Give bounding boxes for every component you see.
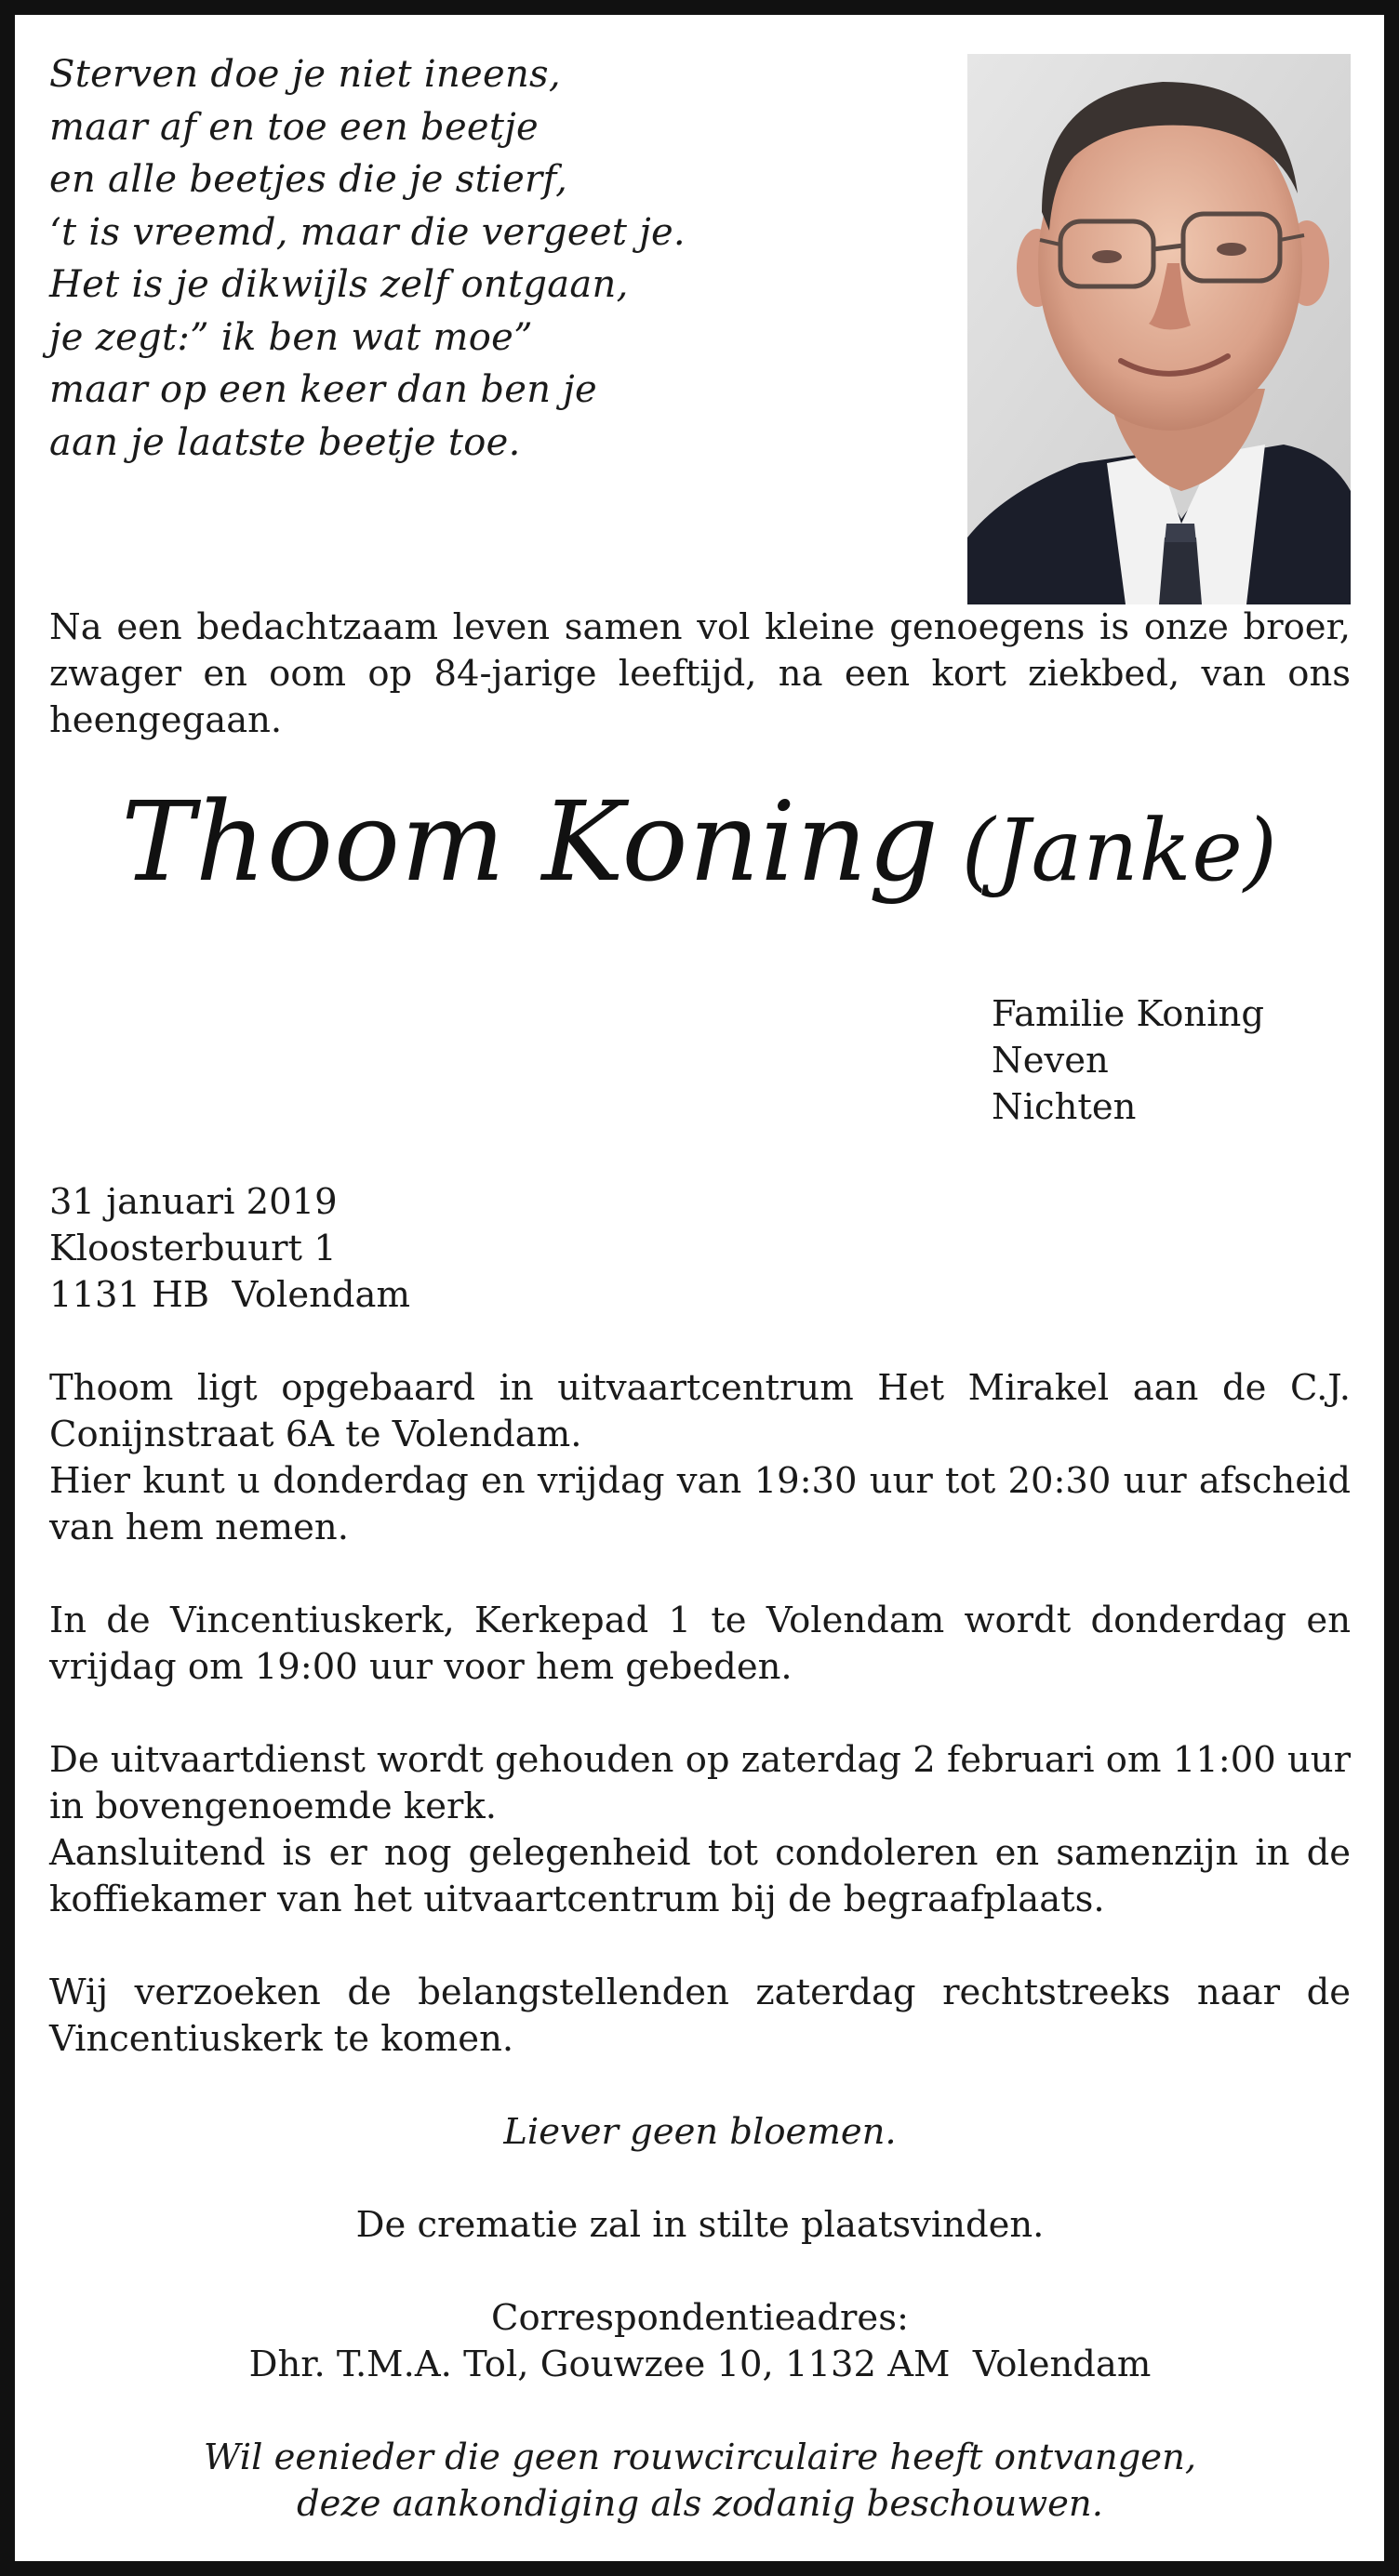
- circular-notice-line: Wil eenieder die geen rouwcirculaire heeft ontvangen,: [203, 2437, 1197, 2478]
- poem-line: en alle beetjes die je stierf,: [49, 158, 568, 201]
- address-city: 1131 HB Volendam: [49, 1274, 411, 1316]
- poem-line: aan je laatste beetje toe.: [49, 420, 521, 464]
- circular-notice-line: deze aankondiging als zodanig beschouwen.: [297, 2483, 1103, 2525]
- address-street: Kloosterbuurt 1: [49, 1228, 337, 1269]
- signer: Familie Koning: [992, 993, 1264, 1035]
- circular-notice: [49, 2435, 1351, 2528]
- signer: Nichten: [992, 1086, 1137, 1128]
- portrait-photo-image: [967, 54, 1351, 604]
- intro-text: Na een bedachtzaam leven samen vol kleine genoegens is onze broer, zwager en oom op 84-jarige leeftijd, na een kort ziekbed, van ons heengegaan.: [49, 606, 1351, 741]
- poem-line: Sterven doe je niet ineens,: [49, 53, 561, 96]
- poem-line: maar af en toe een beetje: [49, 105, 539, 149]
- correspondence-label: Correspondentieadres:: [491, 2297, 909, 2339]
- correspondence-block: [49, 2295, 1351, 2388]
- prayer-paragraph: In de Vincentiuskerk, Kerkepad 1 te Volendam wordt donderdag en vrijdag om 19:00 uur voor hem gebeden.: [49, 1600, 1351, 1688]
- correspondence-address: Dhr. T.M.A. Tol, Gouwzee 10, 1132 AM Volendam: [248, 2344, 1152, 2385]
- poem-line: je zegt:” ik ben wat moe”: [49, 315, 533, 359]
- visiting-text: Hier kunt u donderdag en vrijdag van 19:30 uur tot 20:30 uur afscheid van hem nemen.: [49, 1460, 1351, 1548]
- laid-out-text: Thoom ligt opgebaard in uitvaartcentrum Het Mirakel aan de C.J. Conijnstraat 6A te Volendam.: [49, 1367, 1351, 1455]
- portrait-photo: [967, 54, 1351, 604]
- deceased-name: [0, 772, 1399, 921]
- service-text: De uitvaartdienst wordt gehouden op zaterdag 2 februari om 11:00 uur in bovengenoemde kerk.: [49, 1739, 1351, 1827]
- request-paragraph: Wij verzoeken de belangstellenden zaterdag rechtstreeks naar de Vincentiuskerk te komen.: [49, 1972, 1351, 2060]
- cremation-note: De crematie zal in stilte plaatsvinden.: [355, 2204, 1045, 2246]
- deceased-full-name: Thoom Koning: [121, 777, 939, 906]
- service-paragraph: [49, 1737, 1351, 1923]
- signers: [992, 991, 1264, 1131]
- condolence-text: Aansluitend is er nog gelegenheid tot condoleren en samenzijn in de koffiekamer van het uitvaartcentrum bij de begraafplaats.: [49, 1832, 1351, 1920]
- poem-line: Het is je dikwijls zelf ontgaan,: [49, 263, 629, 306]
- poem-line: maar op een keer dan ben je: [49, 368, 597, 411]
- poem-line: ‘t is vreemd, maar die vergeet je.: [49, 210, 686, 254]
- laid-out-paragraph: [49, 1365, 1351, 1551]
- poem: [49, 48, 942, 469]
- notice-date: 31 januari 2019: [49, 1181, 338, 1223]
- signer: Neven: [992, 1040, 1109, 1082]
- date-and-address: [49, 1179, 410, 1319]
- deceased-nickname: (Janke): [961, 801, 1278, 900]
- no-flowers-note: Liever geen bloemen.: [503, 2111, 897, 2153]
